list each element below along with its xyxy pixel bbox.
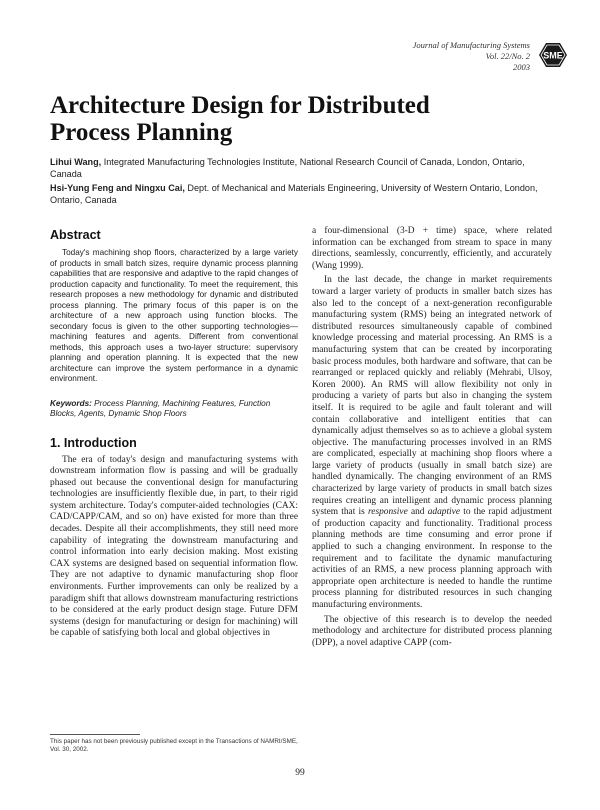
abstract-heading: Abstract (50, 228, 101, 242)
p2-text-b: and (407, 507, 428, 518)
journal-volume: Vol. 22/No. 2 (485, 51, 530, 61)
journal-year: 2003 (513, 62, 530, 72)
right-column (312, 226, 552, 649)
intro-heading: 1. Introduction (50, 435, 137, 450)
sme-logo (538, 42, 568, 68)
footnote: This paper has not been previously published except in the Transactions of NAMRI/SME, Vol. 30, 2002. (50, 738, 298, 753)
intro-paragraph-2 (312, 275, 552, 611)
footnote-rule (50, 734, 140, 735)
author-1-names: Lihui Wang, (50, 157, 102, 167)
intro-paragraph-1-cont: a four-dimensional (3-D + time) space, where related information can be exchanged from stream to space in many directions, seamlessly, concurrently, efficiently, and accurately (Wang 1999). (312, 226, 552, 271)
author-2 (50, 182, 550, 206)
paper-title: Architecture Design for Distributed Process Planning (50, 92, 430, 146)
p2-text-a: In the last decade, the change in market requirements toward a larger variety of products in smaller batch sizes has also led to the concept of a next-generation reconfigurable manufacturing system (RMS) being an integrated network of distributed resources simultaneously capable of combined knowledge processing and material processing. An RMS is a manufacturing system that can be created by incorporating basic process modules, both hardware and software, that can be rearranged or replaced quickly and reliably (Mehrabi, Ulsoy, Koren 2000). An RMS will allow flexibility not only in producing a variety of parts but also in changing the system itself. It is required to be agile and fault tolerant and will contain collaborative and intelligent entities that can dynamically adjust themselves so as to achieve a global system objective. The manufacturing processes involved in an RMS are complicated, especially at machining shop floors where a large variety of products (usually in small batch size) are handled dynamically. The changing environment of an RMS characterized by large variety of products in small batch sizes requires creating an intelligent and dynamic process planning system that is (312, 275, 552, 518)
author-2-affiliation: Dept. of Mechanical and Materials Engineering, University of Western Ontario, London, Ontario, Canada (50, 183, 538, 205)
abstract-text: Today's machining shop floors, characterized by a large variety of products in small batch sizes, require dynamic process planning capabilities that are responsive and adaptive to the rapid changes of production capacity and functionality. To meet the requirement, this research proposes a new methodology for dynamic and distributed process planning. The primary focus of this paper is on the architecture of a new approach using function blocks. The secondary focus is given to the other supporting technologies—machining features and agents. Different from conventional methods, this approach uses a two-layer structure: supervisory planning and operation planning. It is expected that the new architecture can improve the system performance in a dynamic environment. (50, 248, 298, 383)
keywords-label: Keywords: (50, 398, 92, 408)
page-number: 99 (295, 768, 305, 778)
journal-name: Journal of Manufacturing Systems (412, 40, 530, 50)
p2-emph-adaptive: adaptive (427, 507, 460, 518)
keywords (50, 399, 298, 420)
author-1 (50, 156, 550, 180)
journal-header (413, 40, 530, 73)
intro-paragraph-3: The objective of this research is to develop the needed methodology and architecture for distributed process planning (DPP), a novel adaptive CAPP (com- (312, 614, 552, 648)
logo-text: SME (543, 50, 563, 61)
author-block (50, 156, 550, 208)
author-2-names: Hsi-Yung Feng and Ningxu Cai, (50, 183, 185, 193)
p2-text-c: to the rapid adjustment of production capacity and functionality. Traditional process planning methods are time consuming and error prone if applied to such a changing environment. In response to the requirement and to facilitate the dynamic manufacturing activities of an RMS, a new process planning approach with appropriate open architecture is needed to handle the runtime process planning for distributed resources in such changing manufacturing environments. (312, 507, 552, 610)
p2-emph-responsive: responsive (367, 507, 408, 518)
left-column (50, 228, 298, 640)
keywords-list: Process Planning, Machining Features, Function Blocks, Agents, Dynamic Shop Floors (50, 398, 271, 418)
author-1-affiliation: Integrated Manufacturing Technologies Institute, National Research Council of Canada, London, Ontario, Canada (50, 157, 525, 179)
intro-paragraph-1: The era of today's design and manufacturing systems with downstream information flow is passing and will be gradually phased out because the conventional design for manufacturing technologies are insufficiently flexible due, in part, to their rigid system architecture. Today's computer-aided technologies (CAX: CAD/CAPP/CAM, and so on) have existed for more than three decades. Despite all their accomplishments, they still need more capability of integrating the downstream manufacturing and control information into early decision making. Most existing CAX systems are designed based on sequential information flow. They are not adaptive to dynamic manufacturing shop floor environments. Further improvements can only be realized by a paradigm shift that allows downstream manufacturing restrictions to be considered at the early product design stage. Future DFM systems (design for manufacturing or design for machining) will be capable of satisfying both local and global objectives in (50, 454, 298, 639)
